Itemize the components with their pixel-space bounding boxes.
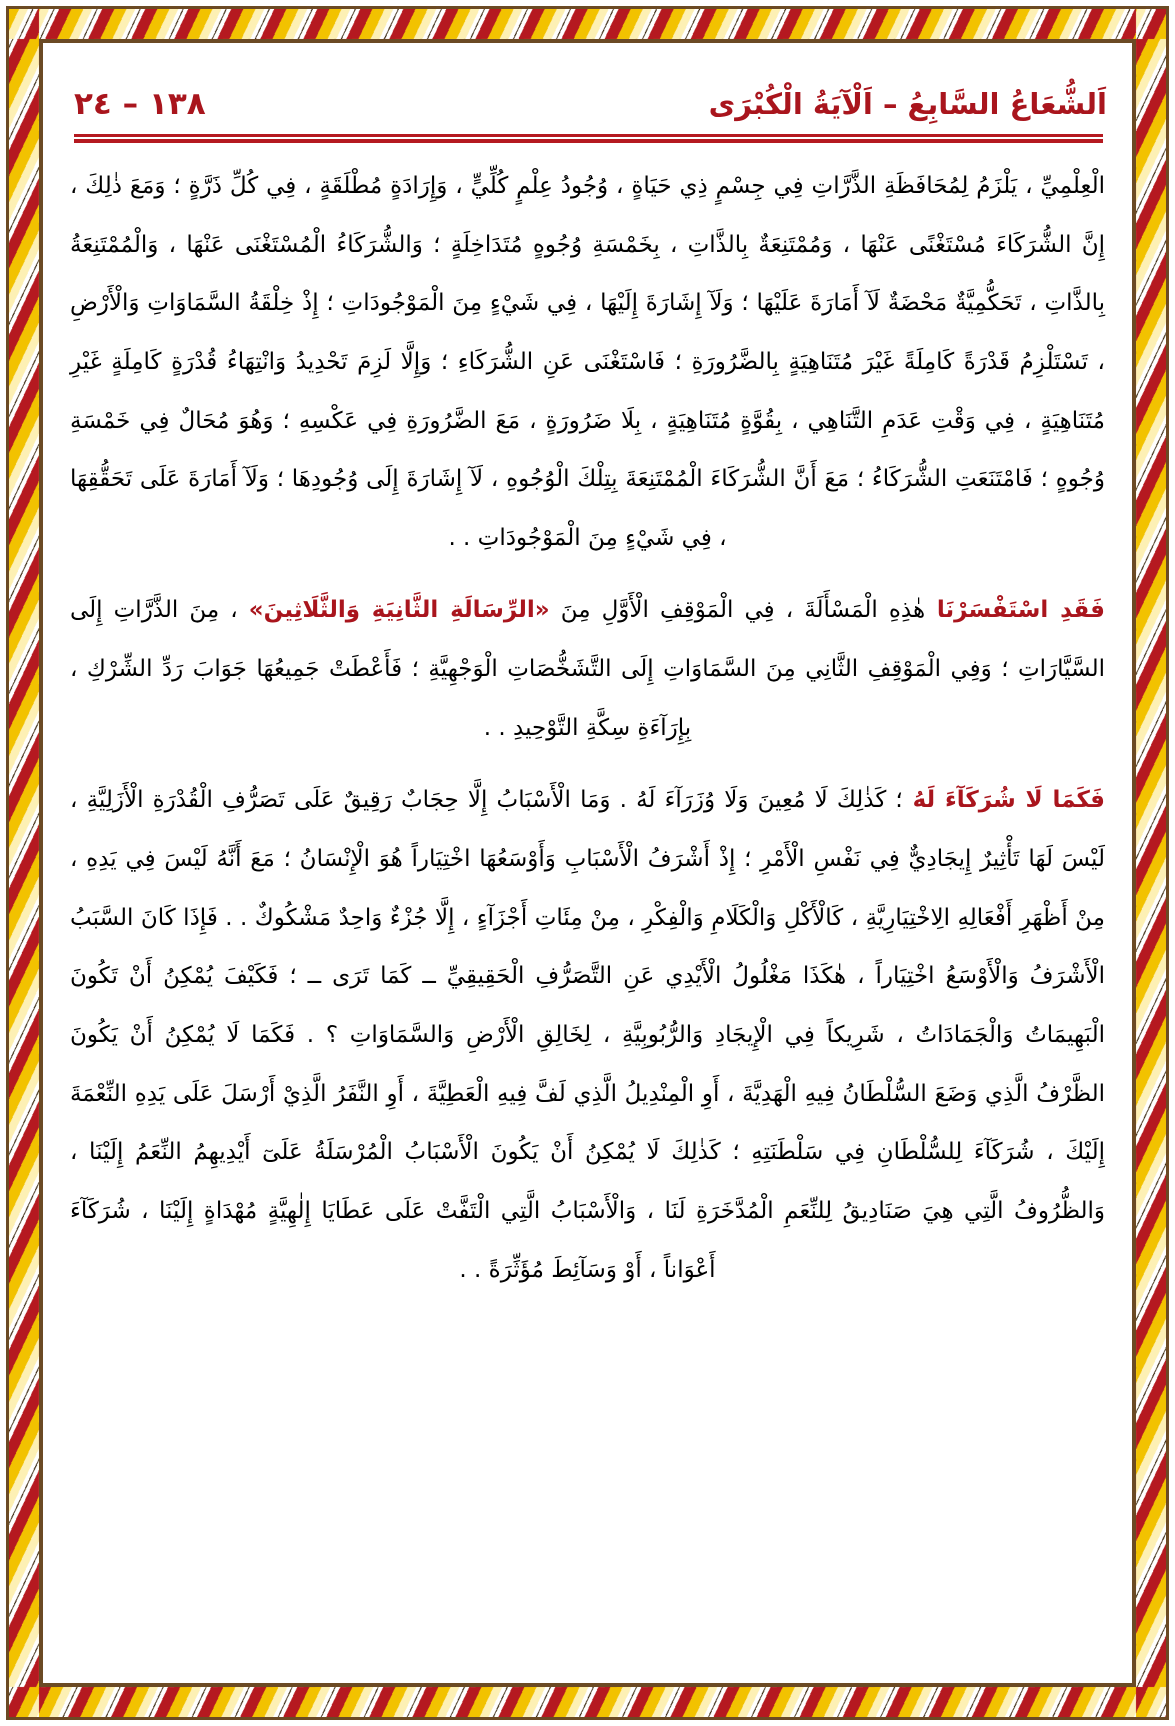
paragraph-1-text: الْعِلْمِيِّ ، يَلْزَمُ لِمُحَافَظَةِ الذَّرَّاتِ فِي جِسْمٍ ذِي حَيَاةٍ ، وُجُودُ عِلْمٍ كُلِّيٍّ ، وَإِرَادَةٍ مُطْلَقَةٍ ، فِي كُلِّ ذَرَّةٍ ؛ وَمَعَ ذٰلِكَ ، إِنَّ الشُّرَكَاءَ مُسْتَغْنًى عَنْهَا ، وَمُمْتَنِعَةٌ بِالذَّاتِ ، بِخَمْسَةِ وُجُوهٍ مُتَدَاخِلَةٍ ؛ وَالشُّرَكَاءُ الْمُسْتَغْنَى عَنْهَا ، وَالْمُمْتَنِعَةُ بِالذَّاتِ ، تَحَكُّمِيَّةٌ مَحْضَةٌ لَآ أَمَارَةَ عَلَيْهَا ؛ وَلَآ إِشَارَةَ إِلَيْهَا ، فِي شَيْءٍ مِنَ الْمَوْجُودَاتِ ؛ إِذْ خِلْقَةُ السَّمَاوَاتِ وَالْأَرْضِ ، تَسْتَلْزِمُ قَدْرَةً كَامِلَةً غَيْرَ مُتَنَاهِيَةٍ بِالضَّرُورَةِ ؛ فَاسْتَغْنَى عَنِ الشُّرَكَاءِ ؛ وَإِلَّا لَزِمَ تَحْدِيدُ وَانْتِهَاءُ قُدْرَةٍ كَامِلَةٍ غَيْرِ مُتَنَاهِيَةٍ ، فِي وَقْتِ عَدَمِ التَّنَاهِي ، بِقُوَّةٍ مُتَنَاهِيَةٍ ، بِلَا ضَرُورَةٍ ، مَعَ الضَّرُورَةِ فِي عَكْسِهِ ؛ وَهُوَ مُحَالٌ فِي خَمْسَةِ وُجُوهٍ ؛ فَامْتَنَعَتِ الشُّرَكَاءُ ؛ مَعَ أَنَّ الشُّرَكَاءَ الْمُمْتَنِعَةَ بِتِلْكَ الْوُجُوهِ ، لَآ إِشَارَةَ إِلَى وُجُودِهَا ؛ وَلَآ أَمَارَةَ عَلَى تَحَقُّقِهَا ، فِي شَيْءٍ مِنَ الْمَوْجُودَاتِ . . [70,173,1105,551]
page-number: ١٣٨ – ٢٤ [74,86,206,122]
paragraph-2 [70,581,1105,757]
paragraph-2-highlight-opening: فَقَدِ اسْتَفْسَرْنَا [925,597,1105,624]
page-content [52,52,1123,1674]
paragraph-3-highlight-opening: فَكَمَا لَا شُرَكَآءَ لَهُ [902,787,1105,814]
body-text [60,143,1115,1299]
paragraph-2-text-b: ، مِنَ الذَّرَّاتِ إِلَى السَّيَّارَاتِ ؛ وَفِي الْمَوْقِفِ الثَّانِي مِنَ السَّمَاوَاتِ إِلَى التَّشَخُّصَاتِ الْوَجْهِيَّةِ ؛ فَأَعْطَتْ جَمِيعُهَا جَوَابَ رَدِّ الشِّرْكِ ، بِإِرَآءَةِ سِكَّةِ التَّوْحِيدِ . . [70,597,1105,741]
header-divider-rule [74,134,1103,143]
page-header [60,58,1115,124]
paragraph-1 [70,157,1105,567]
paragraph-2-highlight-reference: «الرِّسَالَةِ الثَّانِيَةِ وَالثَّلَاثِينَ» [248,597,550,624]
page-title: اَلشُّعَاعُ السَّابِعُ – اَلْآيَةُ الْكُبْرَى [708,87,1107,121]
paragraph-3-text: ؛ كَذٰلِكَ لَا مُعِينَ وَلَا وُزَرَآءَ لَهُ . وَمَا الْأَسْبَابُ إِلَّا حِجَابٌ رَقِيقٌ عَلَى تَصَرُّفِ الْقُدْرَةِ الْأَزَلِيَّةِ ، لَيْسَ لَهَا تَأْثِيرٌ إِيجَادِيٌّ فِي نَفْسِ الْأَمْرِ ؛ إِذْ أَشْرَفُ الْأَسْبَابِ وَأَوْسَعُهَا اخْتِيَاراً هُوَ الْإِنْسَانُ ؛ مَعَ أَنَّهُ لَيْسَ فِي يَدِهِ ، مِنْ أَظْهَرِ أَفْعَالِهِ الِاخْتِيَارِيَّةِ ، كَالْأَكْلِ وَالْكَلَامِ وَالْفِكْرِ ، مِنْ مِئَاتِ أَجْزَآءٍ ، إِلَّا جُزْءٌ وَاحِدٌ مَشْكُوكٌ . . فَإِذَا كَانَ السَّبَبُ الْأَشْرَفُ وَالْأَوْسَعُ اخْتِيَاراً ، هٰكَذَا مَغْلُولُ الْأَيْدِي عَنِ التَّصَرُّفِ الْحَقِيقِيِّ ــ كَمَا تَرَى ــ ؛ فَكَيْفَ يُمْكِنُ أَنْ تَكُونَ الْبَهِيمَاتُ وَالْجَمَادَاتُ ، شَرِيكاً فِي الْإِيجَادِ وَالرُّبُوبِيَّةِ ، لِخَالِقِ الْأَرْضِ وَالسَّمَاوَاتِ ؟ . فَكَمَا لَا يُمْكِنُ أَنْ يَكُونَ الظَّرْفُ الَّذِي وَضَعَ السُّلْطَانُ فِيهِ الْهَدِيَّةَ ، أَوِ الْمِنْدِيلُ الَّذِي لَفَّ فِيهِ الْعَطِيَّةَ ، أَوِ النَّفَرُ الَّذِيْ أَرْسَلَ عَلَى يَدِهِ النِّعْمَةَ إِلَيْكَ ، شُرَكَآءَ لِلسُّلْطَانِ فِي سَلْطَنَتِهِ ؛ كَذٰلِكَ لَا يُمْكِنُ أَنْ يَكُونَ الْأَسْبَابُ الْمُرْسَلَةُ عَلَىٓ أَيْدِيهِمُ النِّعَمُ إِلَيْنَا ، وَالظُّرُوفُ الَّتِي هِيَ صَنَادِيقُ لِلنِّعَمِ الْمُدَّخَرَةِ لَنَا ، وَالْأَسْبَابُ الَّتِي الْتَفَّتْ عَلَى عَطَايَا إِلٰهِيَّةٍ مُهْدَاةٍ إِلَيْنَا ، شُرَكَآءَ أَعْوَاناً ، أَوْ وَسَآئِطَ مُؤَثِّرَةً . . [70,787,1105,1283]
paragraph-2-text-a: هٰذِهِ الْمَسْأَلَةَ ، فِي الْمَوْقِفِ الْأَوَّلِ مِنَ [549,597,926,624]
paragraph-3 [70,771,1105,1299]
